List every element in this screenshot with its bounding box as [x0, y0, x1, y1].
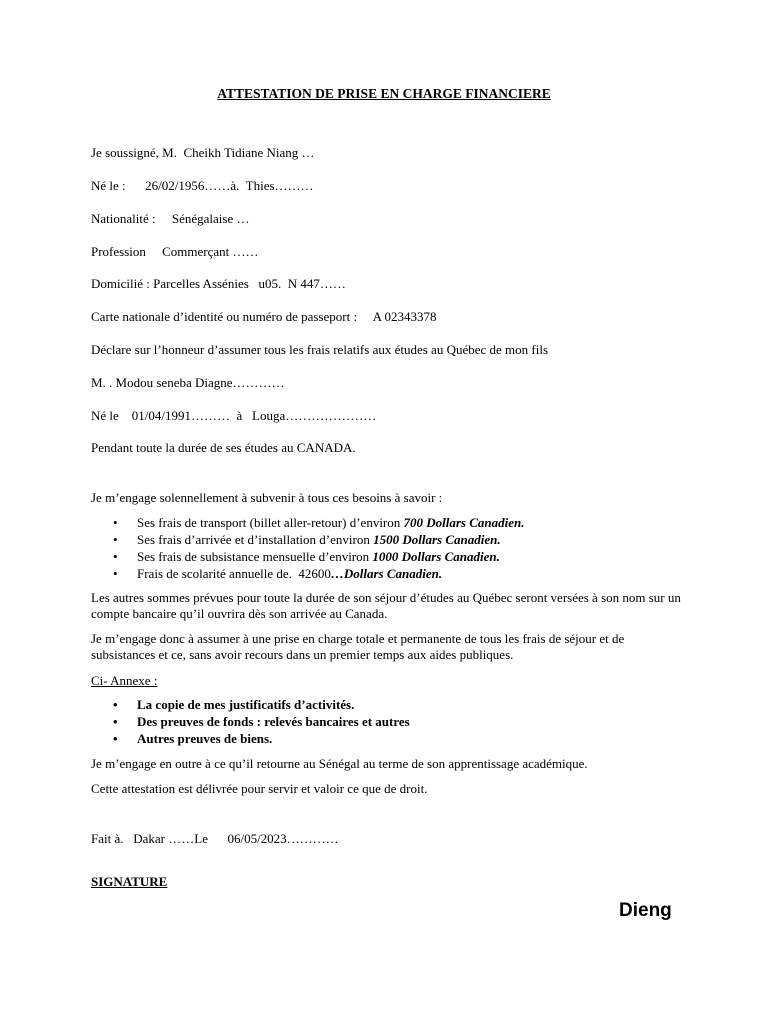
expense-amount: …Dollars Canadien.: [330, 566, 443, 581]
engagement-intro: Je m’engage solennellement à subvenir à tous ces besoins à savoir :: [91, 490, 443, 505]
signature-label: SIGNATURE: [91, 874, 168, 889]
duration-line: Pendant toute la durée de ses études au CANADA.: [91, 440, 356, 455]
expense-amount: 1500 Dollars Canadien.: [373, 532, 501, 547]
annex-item: Des preuves de fonds : relevés bancaires et autres: [137, 714, 410, 729]
annex-label: Ci- Annexe :: [91, 673, 158, 688]
list-item: [113, 515, 525, 532]
expense-text: Ses frais de subsistance mensuelle d’environ: [137, 549, 373, 564]
list-item: [113, 697, 410, 714]
bullet-icon: •: [113, 714, 118, 729]
list-item: [113, 549, 525, 566]
bullet-icon: •: [113, 515, 118, 530]
return-commitment: Je m’engage en outre à ce qu’il retourne au Sénégal au terme de son apprentissage académique.: [91, 756, 588, 771]
expense-amount: 1000 Dollars Canadien.: [372, 549, 500, 564]
expenses-list: [113, 515, 525, 583]
signature-text: Dieng: [619, 900, 672, 921]
bullet-icon: •: [113, 549, 118, 564]
annex-item: La copie de mes justificatifs d’activités.: [137, 697, 355, 712]
expense-text: Frais de scolarité annuelle de. 42600: [137, 566, 331, 581]
son-name-line: M. . Modou seneba Diagne…………: [91, 375, 285, 390]
expense-text: Ses frais d’arrivée et d’installation d’environ: [137, 532, 374, 547]
list-item: [113, 731, 410, 748]
address-line: Domicilié : Parcelles Assénies u05. N 447……: [91, 276, 346, 291]
expense-text: Ses frais de transport (billet aller-retour) d’environ: [137, 515, 404, 530]
bullet-icon: •: [113, 697, 118, 712]
annex-item: Autres preuves de biens.: [137, 731, 273, 746]
annex-list: [113, 697, 410, 748]
declaration-line: Déclare sur l’honneur d’assumer tous les frais relatifs aux études au Québec de mon fils: [91, 342, 549, 357]
bullet-icon: •: [113, 731, 118, 746]
birth-line: Né le : 26/02/1956……à. Thies………: [91, 178, 314, 193]
list-item: [113, 566, 525, 583]
full-support-paragraph: Je m’engage donc à assumer à une prise en charge totale et permanente de tous les frais de séjour et de subsistances et ce, sans avoir recours dans un premier temps aux aides publiques.: [91, 631, 625, 662]
expense-amount: 700 Dollars Canadien.: [403, 515, 525, 530]
place-date-line: Fait à. Dakar ……Le 06/05/2023…………: [91, 831, 339, 846]
validity-statement: Cette attestation est délivrée pour servir et valoir ce que de droit.: [91, 781, 428, 796]
list-item: [113, 714, 410, 731]
declarant-line: Je soussigné, M. Cheikh Tidiane Niang …: [91, 145, 315, 160]
id-card-line: Carte nationale d’identité ou numéro de passeport : A 02343378: [91, 309, 437, 324]
son-birth-line: Né le 01/04/1991……… à Louga…………………: [91, 408, 377, 423]
other-sums-paragraph: Les autres sommes prévues pour toute la durée de son séjour d’études au Québec seront versées à son nom sur un compte bancaire qu’il ouvrira dès son arrivée au Canada.: [91, 590, 681, 621]
bullet-icon: •: [113, 566, 118, 581]
list-item: [113, 532, 525, 549]
document-title: ATTESTATION DE PRISE EN CHARGE FINANCIERE: [217, 86, 551, 101]
nationality-line: Nationalité : Sénégalaise …: [91, 211, 250, 226]
bullet-icon: •: [113, 532, 118, 547]
profession-line: Profession Commerçant ……: [91, 244, 259, 259]
